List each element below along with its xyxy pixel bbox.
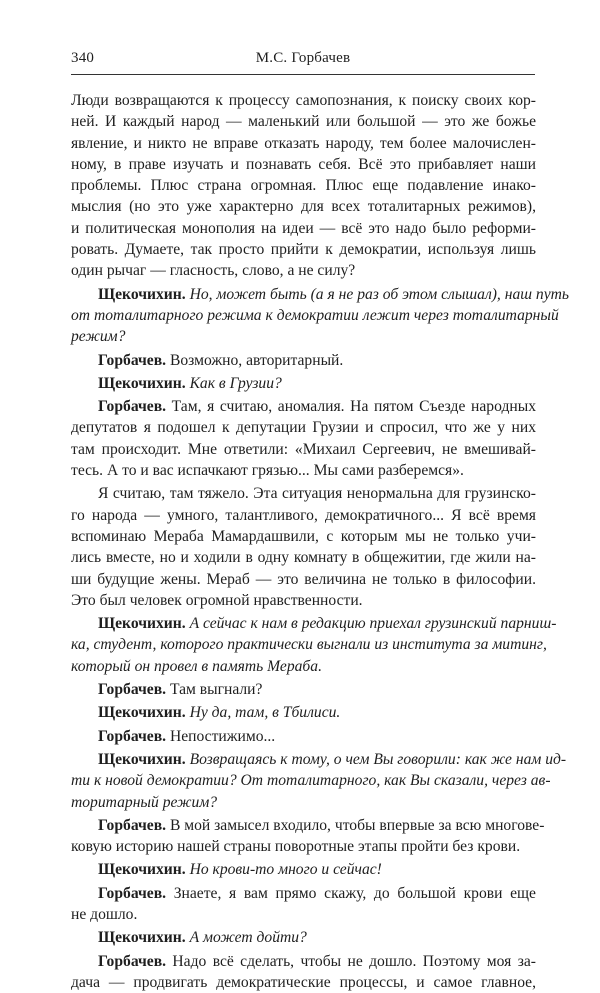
text-run: В мой замысел входило, чтобы впервые за всю многове- bbox=[169, 816, 545, 834]
text-line bbox=[71, 239, 536, 260]
text-line bbox=[71, 154, 536, 175]
text-line bbox=[71, 396, 536, 417]
text-run: депутатов я подошел к депутации Грузии и спросил, что же у них bbox=[71, 419, 536, 437]
text-run: Там выгнали? bbox=[169, 681, 263, 699]
text-line bbox=[71, 972, 536, 993]
text-run: ней. И каждый народ — маленький или большой — это же божье bbox=[71, 113, 536, 131]
text-line bbox=[71, 305, 559, 326]
text-line bbox=[71, 218, 536, 239]
text-line bbox=[71, 613, 557, 634]
text-line bbox=[71, 904, 536, 925]
text-line bbox=[71, 90, 536, 111]
speaker-name: Горбачев. bbox=[98, 952, 173, 970]
text-line bbox=[71, 656, 536, 677]
italic-text-run: А сейчас к нам в редакцию приехал грузинский парниш- bbox=[189, 615, 557, 633]
text-run: один рычаг — гласность, слово, а не силу? bbox=[71, 262, 356, 280]
text-run: не дошло. bbox=[71, 905, 138, 923]
text-line bbox=[71, 859, 536, 880]
text-run: и политическая монополия на идеи — всё это надо было реформи- bbox=[71, 219, 536, 237]
text-run: Надо всё сделать, чтобы не дошло. Поэтому моя за- bbox=[172, 952, 536, 970]
speaker-name: Горбачев. bbox=[98, 398, 172, 416]
text-line bbox=[71, 196, 536, 217]
speaker-name: Щекочихин. bbox=[98, 285, 190, 303]
text-run: ши будущие жены. Мераб — это величина не только в философии. bbox=[71, 570, 536, 588]
text-line bbox=[71, 526, 536, 547]
text-run: Это был человек огромной нравственности. bbox=[71, 591, 363, 609]
italic-text-run: который он провел в память Мераба. bbox=[71, 657, 322, 675]
text-line bbox=[71, 417, 536, 438]
text-line bbox=[71, 569, 536, 590]
speaker-name: Щекочихин. bbox=[98, 615, 190, 633]
text-line bbox=[71, 749, 567, 770]
text-line bbox=[71, 726, 536, 747]
text-run: Там, я считаю, аномалия. На пятом Съезде народных bbox=[171, 398, 536, 416]
italic-text-run: А может дойти? bbox=[189, 929, 307, 947]
text-run: го народа — умного, талантливого, демократичного... Я всё время bbox=[71, 506, 536, 524]
text-line bbox=[71, 679, 536, 700]
text-run: дача — продвигать демократические процессы, и самое главное, bbox=[71, 973, 536, 991]
speaker-name: Щекочихин. bbox=[98, 750, 190, 768]
text-line bbox=[71, 815, 545, 836]
italic-text-run: Возвращаясь к тому, о чем Вы говорили: как же нам ид- bbox=[189, 750, 567, 768]
text-run: Люди возвращаются к процессу самопознания, к поиску своих кор- bbox=[71, 92, 536, 109]
running-title: М.С. Горбачев bbox=[255, 50, 351, 66]
text-line bbox=[71, 439, 536, 460]
text-line bbox=[71, 547, 536, 568]
speaker-name: Щекочихин. bbox=[98, 929, 190, 947]
text-line bbox=[71, 260, 536, 281]
running-head bbox=[71, 50, 535, 72]
text-line bbox=[71, 702, 536, 723]
text-line bbox=[71, 483, 536, 504]
text-line bbox=[71, 460, 536, 481]
text-line bbox=[71, 770, 551, 791]
text-line bbox=[71, 951, 536, 972]
text-run: ровать. Думаете, так просто прийти к демократии, используя лишь bbox=[71, 241, 536, 259]
text-line bbox=[71, 590, 536, 611]
speaker-name: Горбачев. bbox=[98, 351, 170, 369]
speaker-name: Горбачев. bbox=[98, 816, 170, 834]
text-line bbox=[71, 175, 536, 196]
text-run: там происходит. Мне ответили: «Михаил Сергеевич, не вмешивай- bbox=[71, 440, 536, 458]
text-line bbox=[71, 927, 536, 948]
speaker-name: Горбачев. bbox=[98, 884, 174, 902]
text-line bbox=[71, 634, 547, 655]
text-run: лись вместе, но и ходили в одну комнату в общежитии, где жили на- bbox=[71, 549, 536, 567]
speaker-name: Щекочихин. bbox=[98, 704, 190, 722]
italic-text-run: Как в Грузии? bbox=[189, 374, 282, 392]
text-line bbox=[71, 883, 536, 904]
italic-text-run: Но крови-то много и сейчас! bbox=[189, 861, 382, 879]
text-line bbox=[71, 133, 536, 154]
text-run: Непостижимо... bbox=[169, 727, 276, 745]
italic-text-run: Но, может быть (а я не раз об этом слышал), наш путь bbox=[189, 285, 570, 303]
text-line bbox=[71, 505, 536, 526]
speaker-name: Горбачев. bbox=[98, 681, 170, 699]
text-run: проблемы. Плюс страна огромная. Плюс еще подавление инако- bbox=[71, 177, 536, 195]
text-line bbox=[71, 111, 536, 132]
text-run: Знаете, я вам прямо скажу, до большой крови еще bbox=[173, 884, 536, 902]
text-line bbox=[71, 373, 536, 394]
header-rule bbox=[71, 74, 535, 75]
text-run: Возможно, авторитарный. bbox=[169, 351, 344, 369]
text-run: тесь. А то и вас испачкают грязью... Мы сами разберемся». bbox=[71, 462, 464, 480]
text-run: вспоминаю Мераба Мамардашвили, с которым мы не только учи- bbox=[71, 527, 536, 545]
italic-text-run: торитарный режим? bbox=[71, 793, 218, 811]
text-line bbox=[71, 836, 536, 857]
text-run: мыслия (но это уже характерно для всех тоталитарных режимов), bbox=[71, 198, 536, 216]
italic-text-run: от тоталитарного режима к демократии лежит через тоталитарный bbox=[71, 306, 559, 324]
italic-text-run: ти к новой демократии? От тоталитарного, как Вы сказали, через ав- bbox=[71, 772, 551, 790]
speaker-name: Щекочихин. bbox=[98, 861, 190, 879]
text-run: явление, и никто не вправе отказать народу, тем более малочислен- bbox=[71, 134, 536, 152]
italic-text-run: ка, студент, которого практически выгнали из института за митинг, bbox=[71, 636, 547, 654]
body-text bbox=[71, 90, 570, 993]
text-line bbox=[71, 792, 536, 813]
text-line bbox=[71, 350, 536, 371]
text-run: ковую историю нашей страны поворотные этапы пройти без крови. bbox=[71, 838, 521, 856]
text-line bbox=[71, 326, 536, 347]
text-run: ному, в праве изучать и познавать себя. Всё это прибавляет наши bbox=[71, 155, 536, 173]
italic-text-run: Ну да, там, в Тбилиси. bbox=[189, 704, 341, 722]
italic-text-run: режим? bbox=[71, 328, 126, 346]
page-number: 340 bbox=[71, 50, 95, 66]
text-run: Я считаю, там тяжело. Эта ситуация ненормальна для грузинско- bbox=[98, 485, 536, 503]
text-line bbox=[71, 284, 570, 305]
speaker-name: Щекочихин. bbox=[98, 374, 190, 392]
speaker-name: Горбачев. bbox=[98, 727, 170, 745]
